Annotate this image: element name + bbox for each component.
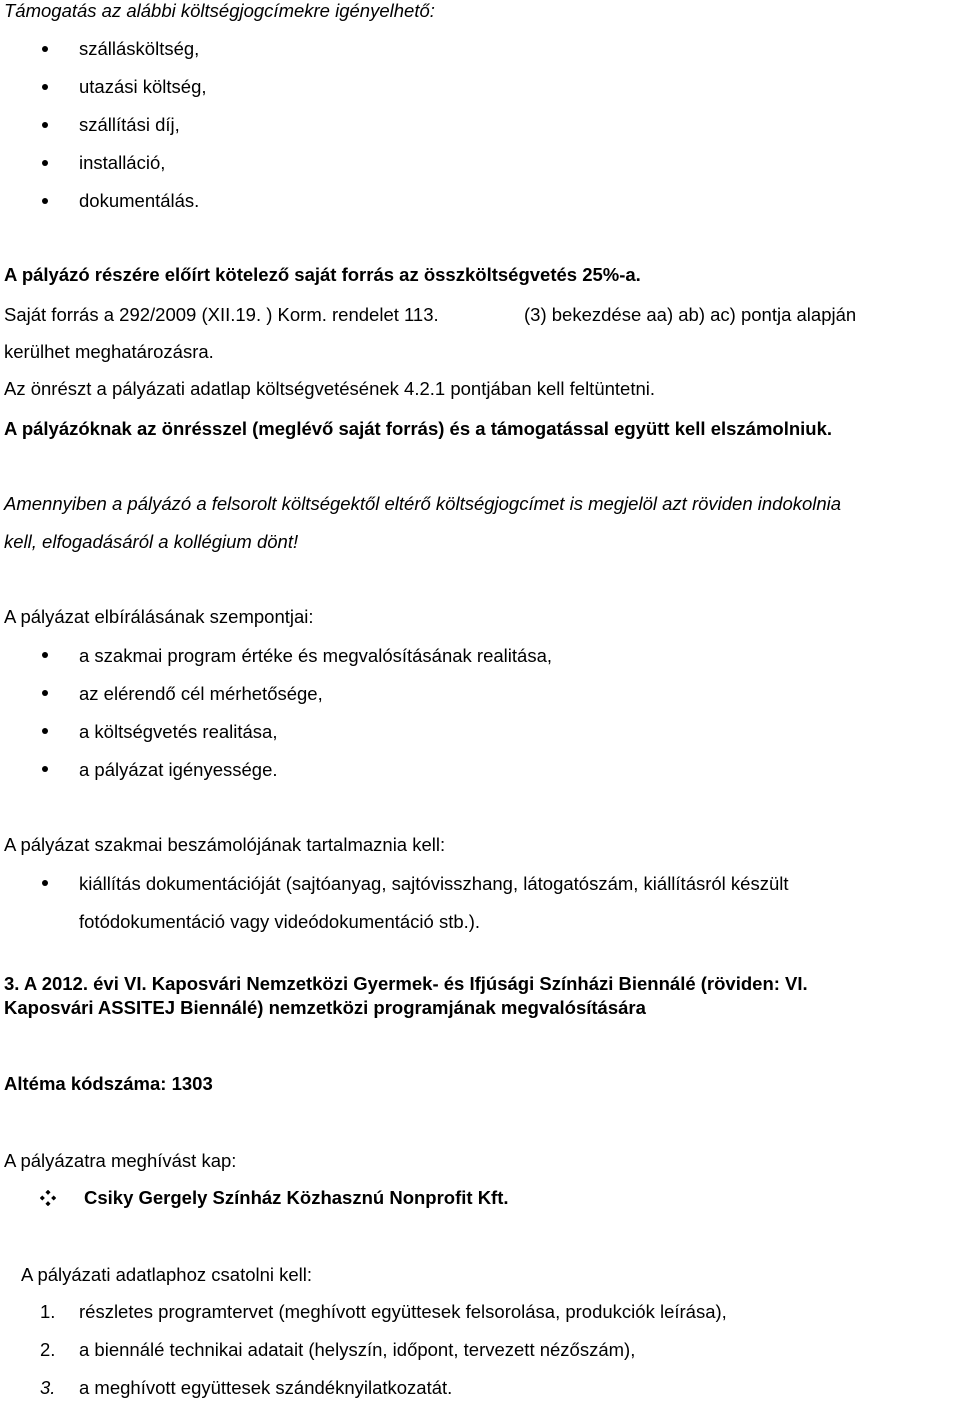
settlement-note: A pályázóknak az önrésszel (meglévő saját forrás) és a támogatással együtt kell elszámolniuk. (4, 418, 833, 439)
bullet-icon (42, 652, 48, 658)
bullet-icon (42, 690, 48, 696)
list-item: a meghívott együttesek szándéknyilatkozatát. (79, 1377, 453, 1398)
section-heading-criteria: A pályázat elbírálásának szempontjai: (4, 606, 314, 627)
bullet-icon (42, 766, 48, 772)
list-item: utazási költség, (79, 76, 207, 97)
text-line: Az önrészt a pályázati adatlap költségvetésének 4.2.1 pontjában kell feltüntetni. (4, 378, 656, 399)
list-item: kiállítás dokumentációját (sajtóanyag, sajtóvisszhang, látogatószám, kiállításról készült (79, 873, 789, 894)
list-item: a szakmai program értéke és megvalósításának realitása, (79, 645, 552, 666)
list-item: az elérendő cél mérhetősége, (79, 683, 323, 704)
bullet-icon (42, 160, 48, 166)
text-line: Saját forrás a 292/2009 (XII.19. ) Korm. rendelet 113. (4, 304, 439, 325)
text-line: kell, elfogadásáról a kollégium dönt! (4, 531, 299, 552)
list-item: installáció, (79, 152, 166, 173)
text-line: (3) bekezdése aa) ab) ac) pontja alapján (524, 304, 857, 325)
text-line: kerülhet meghatározásra. (4, 341, 214, 362)
bullet-icon (42, 46, 48, 52)
bullet-icon (42, 880, 48, 886)
list-number: 1. (40, 1301, 56, 1322)
list-item: részletes programtervet (meghívott együttesek felsorolása, produkciók leírása), (79, 1301, 727, 1322)
bullet-icon (42, 84, 48, 90)
bullet-icon (42, 198, 48, 204)
diamond-bullet-icon (40, 1190, 56, 1206)
list-item: szállásköltség, (79, 38, 200, 59)
list-item: dokumentálás. (79, 190, 200, 211)
list-number: 2. (40, 1339, 56, 1360)
list-item: szállítási díj, (79, 114, 180, 135)
section-heading-report: A pályázat szakmai beszámolójának tartalmaznia kell: (4, 834, 446, 855)
bullet-icon (42, 122, 48, 128)
invited-organization: Csiky Gergely Színház Közhasznú Nonprofit Kft. (84, 1187, 509, 1208)
section-title-continuation: Kaposvári ASSITEJ Biennálé) nemzetközi programjának megvalósítására (4, 997, 646, 1018)
bullet-icon (42, 728, 48, 734)
attachments-heading: A pályázati adatlaphoz csatolni kell: (21, 1264, 313, 1285)
list-item-continuation: fotódokumentáció vagy videódokumentáció stb.). (79, 911, 481, 932)
invited-heading: A pályázatra meghívást kap: (4, 1150, 237, 1171)
self-funding-requirement: A pályázó részére előírt kötelező saját forrás az összköltségvetés 25%-a. (4, 264, 641, 285)
section-title: 3. A 2012. évi VI. Kaposvári Nemzetközi Gyermek- és Ifjúsági Színházi Biennálé (röviden: VI. (4, 973, 808, 994)
list-item: a pályázat igényessége. (79, 759, 278, 780)
list-item: a költségvetés realitása, (79, 721, 278, 742)
section-heading-costs: Támogatás az alábbi költségjogcímekre igényelhető: (4, 0, 435, 21)
text-line: Amennyiben a pályázó a felsorolt költségektől eltérő költségjogcímet is megjelöl azt röviden indokolnia (4, 493, 842, 514)
subtopic-code: Altéma kódszáma: 1303 (4, 1073, 213, 1094)
list-item: a biennálé technikai adatait (helyszín, időpont, tervezett nézőszám), (79, 1339, 636, 1360)
list-number: 3. (40, 1377, 56, 1398)
